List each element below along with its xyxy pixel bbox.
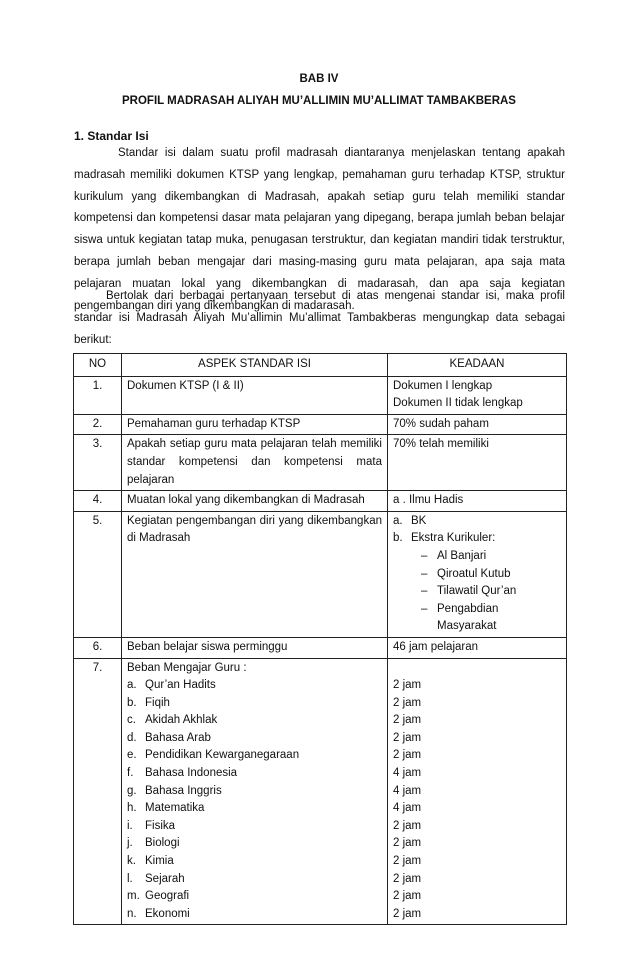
- row-state: a . Ilmu Hadis: [388, 491, 567, 512]
- subject-name: Fisika: [145, 819, 176, 832]
- row-state: [388, 376, 567, 414]
- subject-hours: 2 jam: [393, 714, 422, 727]
- list-marker: b.: [127, 696, 137, 709]
- subject-name: Geografi: [145, 890, 190, 903]
- subject-name: Fiqih: [145, 696, 170, 709]
- list-item: [393, 530, 561, 548]
- row-aspect: Muatan lokal yang dikembangkan di Madrasah: [122, 491, 388, 512]
- table-row: [74, 491, 567, 512]
- list-marker: n.: [127, 907, 137, 920]
- row-number: 5.: [74, 511, 122, 637]
- subject-hours: 2 jam: [393, 819, 422, 832]
- subjects-list: [127, 677, 382, 923]
- subject-name: Bahasa Inggris: [145, 784, 222, 797]
- header-aspect: ASPEK STANDAR ISI: [122, 354, 388, 377]
- list-item-text: Al Banjari: [437, 549, 487, 562]
- subject-item: [127, 871, 382, 889]
- chapter-title: PROFIL MADRASAH ALIYAH MU’ALLIMIN MU’ALLIMAT TAMBAKBERAS: [122, 95, 516, 107]
- row-state: 70% telah memiliki: [388, 435, 567, 491]
- subject-hours: 2 jam: [393, 837, 422, 850]
- list-marker: g.: [127, 784, 137, 797]
- table-row: [74, 511, 567, 637]
- list-marker: c.: [127, 714, 136, 727]
- list-marker: f.: [127, 767, 134, 780]
- state-line: Dokumen I lengkap: [393, 379, 493, 392]
- list-marker: j.: [127, 837, 133, 850]
- subject-name: Bahasa Arab: [145, 731, 211, 744]
- row-number: 3.: [74, 435, 122, 491]
- subject-item: [127, 677, 382, 695]
- row-number: 6.: [74, 637, 122, 658]
- table-row: [74, 376, 567, 414]
- subject-name: Matematika: [145, 802, 205, 815]
- header-no: NO: [74, 354, 122, 377]
- paragraph-transition: [74, 286, 565, 351]
- subject-item: [127, 765, 382, 783]
- subject-name: Kimia: [145, 855, 174, 868]
- paragraph-intro-text: Standar isi dalam suatu profil madrasah diantaranya menjelaskan tentang apakah madrasah memiliki dokumen KTSP yang lengkap, pemahaman guru terhadap KTSP, struktur kurikulum yang dikembangkan di Madrasah, apakah setiap guru telah memiliki standar kompetensi dan kompetensi dasar mata pelajaran yang dipegang, berapa jumlah beban belajar siswa untuk kegiatan tatap muka, penugasan terstruktur, dan kegiatan mandiri tidak terstruktur, berapa jumlah beban mengajar dari masing-masing guru mata pelajaran, apa saja mata pelajaran muatan lokal yang dikembangkan di madarasah, dan apa saja kegiatan pengembangan diri yang dikembangkan di madarasah.: [74, 147, 565, 312]
- list-marker: d.: [127, 731, 137, 744]
- row-aspect: Dokumen KTSP (I & II): [122, 376, 388, 414]
- subject-name: Sejarah: [145, 872, 185, 885]
- list-marker: h.: [127, 802, 137, 815]
- row-number: 4.: [74, 491, 122, 512]
- subject-item: [127, 818, 382, 836]
- subject-item: [127, 888, 382, 906]
- subject-hours: 4 jam: [393, 784, 422, 797]
- subject-hours: 2 jam: [393, 679, 422, 692]
- teaching-load-label: Beban Mengajar Guru :: [127, 661, 247, 674]
- table-header-row: [74, 354, 567, 377]
- subject-item: [127, 747, 382, 765]
- subject-item: [127, 906, 382, 924]
- list-marker: e.: [127, 749, 137, 762]
- list-item: [393, 548, 561, 566]
- row-state: 46 jam pelajaran: [388, 637, 567, 658]
- list-item-text: BK: [411, 514, 427, 527]
- list-marker: m.: [127, 890, 140, 903]
- subject-hours: 2 jam: [393, 749, 422, 762]
- list-marker: k.: [127, 855, 136, 868]
- subject-hours: 2 jam: [393, 907, 422, 920]
- row-number: 2.: [74, 414, 122, 435]
- spacer: [393, 660, 561, 678]
- list-marker: i.: [127, 819, 133, 832]
- subject-item: [127, 783, 382, 801]
- row-state: 70% sudah paham: [388, 414, 567, 435]
- list-item-text: Pengabdian Masyarakat: [437, 602, 499, 633]
- row-aspect: [122, 658, 388, 925]
- extracurricular-list: [393, 548, 561, 636]
- row-number: 7.: [74, 658, 122, 925]
- paragraph-transition-text: Bertolak dari berbagai pertanyaan tersebut di atas mengenai standar isi, maka profil standar isi Madrasah Aliyah Mu’allimin Mu’allimat Tambakberas mengungkap data sebagai berikut:: [74, 290, 565, 346]
- subject-name: Akidah Akhlak: [145, 714, 218, 727]
- dash-marker: –: [421, 567, 428, 580]
- subject-name: Biologi: [145, 837, 180, 850]
- subject-hours: 4 jam: [393, 767, 422, 780]
- subject-hours: 2 jam: [393, 890, 422, 903]
- dash-marker: –: [421, 602, 428, 615]
- list-marker: a.: [127, 679, 137, 692]
- list-marker: a.: [393, 514, 403, 527]
- self-development-list: [393, 513, 561, 548]
- subject-item: [127, 712, 382, 730]
- list-item: [393, 513, 561, 531]
- table-row: [74, 658, 567, 925]
- subject-item: [127, 835, 382, 853]
- table-row: [74, 637, 567, 658]
- row-number: 1.: [74, 376, 122, 414]
- subject-hours: 2 jam: [393, 731, 422, 744]
- subject-name: Bahasa Indonesia: [145, 767, 238, 780]
- subject-hours: 2 jam: [393, 855, 422, 868]
- list-item-text: Tilawatil Qur’an: [437, 585, 517, 598]
- list-marker: l.: [127, 872, 133, 885]
- list-item: [393, 566, 561, 584]
- subject-hours: 2 jam: [393, 872, 422, 885]
- row-aspect: Pemahaman guru terhadap KTSP: [122, 414, 388, 435]
- dash-marker: –: [421, 549, 428, 562]
- chapter-heading: BAB IV: [299, 73, 339, 85]
- list-marker: b.: [393, 532, 403, 545]
- row-aspect: Beban belajar siswa perminggu: [122, 637, 388, 658]
- dash-marker: –: [421, 585, 428, 598]
- list-item-text: Ekstra Kurikuler:: [411, 532, 496, 545]
- list-item: [393, 583, 561, 601]
- state-line: Dokumen II tidak lengkap: [393, 397, 523, 410]
- subject-name: Qur’an Hadits: [145, 679, 216, 692]
- subject-item: [127, 695, 382, 713]
- row-state: [388, 511, 567, 637]
- subject-hours: 4 jam: [393, 802, 422, 815]
- list-item-text: Qiroatul Kutub: [437, 567, 511, 580]
- table-row: [74, 435, 567, 491]
- subject-item: [127, 730, 382, 748]
- hours-list: [393, 677, 561, 923]
- subject-item: [127, 800, 382, 818]
- list-item: [393, 601, 561, 636]
- section-title: 1. Standar Isi: [74, 129, 149, 143]
- row-aspect: Kegiatan pengembangan diri yang dikembangkan di Madrasah: [122, 511, 388, 637]
- subject-hours: 2 jam: [393, 696, 422, 709]
- subject-name: Ekonomi: [145, 907, 190, 920]
- row-state: [388, 658, 567, 925]
- subject-item: [127, 853, 382, 871]
- header-state: KEADAAN: [388, 354, 567, 377]
- table-row: [74, 414, 567, 435]
- subject-name: Pendidikan Kewarganegaraan: [145, 749, 300, 762]
- row-aspect: Apakah setiap guru mata pelajaran telah memiliki standar kompetensi dan kompetensi mata pelajaran: [122, 435, 388, 491]
- standard-content-table: [73, 353, 567, 925]
